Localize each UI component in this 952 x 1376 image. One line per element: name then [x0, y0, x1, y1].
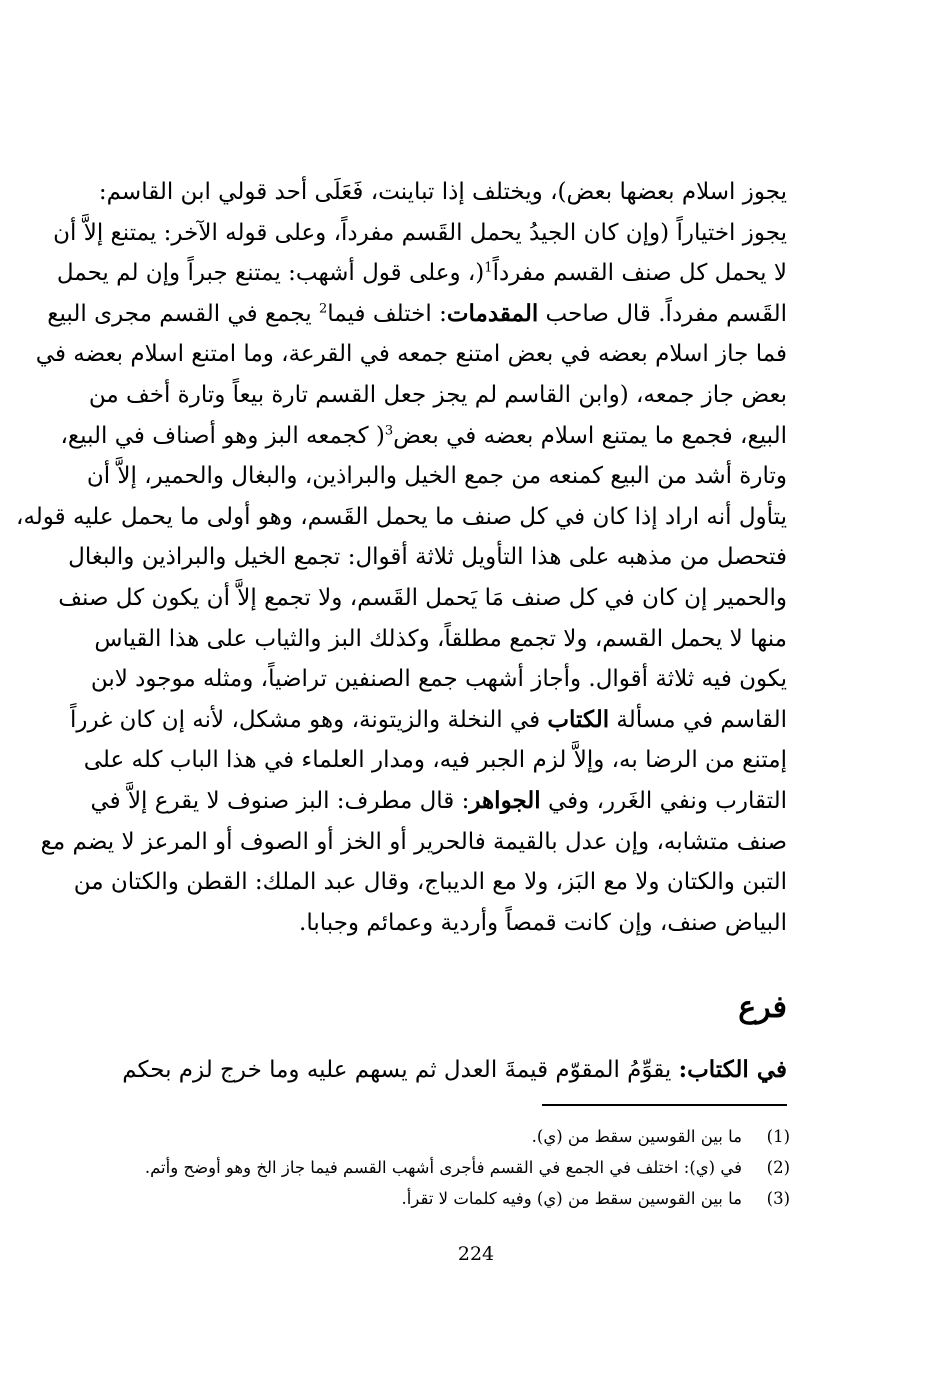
text-line: التبن والكتان ولا مع البَز، ولا مع الديباج، وقال عبد الملك: القطن والكتان من [73, 869, 787, 896]
book-title-jawahir: الجواهر [469, 786, 541, 814]
text-line: يتأول أنه اراد إذا كان في كل صنف ما يحمل القَسم، وهو أولى ما يحمل عليه قوله، [16, 503, 787, 530]
footnote-divider [542, 1104, 787, 1106]
text-line: يجوز اسلام بعضها بعض)، ويختلف إذا تباينت، فَعَلَى أحد قولي ابن القاسم: [98, 179, 787, 205]
section-heading: فرع [738, 990, 787, 1025]
footnotes [130, 1121, 790, 1214]
text-line: بعض جاز جمعه، (وابن القاسم لم يجز جعل القسم تارة بيعاً وتارة أخف من [88, 381, 787, 408]
main-paragraph [16, 172, 787, 943]
footnote-item [130, 1152, 790, 1183]
footnote-item [130, 1121, 790, 1152]
footnote-number: (1) [766, 1127, 790, 1146]
footnote-text: في (ي): اختلف في الجمع في القسم فأجرى أشهب القسم فيما جاز الخ وهو أوضح وأتم. [144, 1158, 742, 1177]
text-line: يكون فيه ثلاثة أقوال. وأجاز أشهب جمع الصنفين تراضياً، ومثله موجود لابن [90, 666, 787, 693]
text-line: التقارب ونفي الغَرر، وفي الجواهر: قال مطرف: البز صنوف لا يقرع إلاَّ في [90, 786, 787, 814]
text-line: يجوز اختياراً (وإن كان الجيدُ يحمل القَسم مفرداً، وعلى قوله الآخر: يمتنع إلاَّ أن [53, 219, 787, 246]
text-line: في الكتاب: يقوِّمُ المقوّم قيمةَ العدل ثم يسهم عليه وما خرج لزم بحكم [122, 1056, 787, 1083]
text-line: البياض صنف، وإن كانت قمصاً وأردية وعمائم وجبابا. [299, 909, 787, 936]
footnote-ref-1[interactable]: 1 [484, 260, 493, 276]
book-title-muqaddimat: المقدمات [446, 299, 539, 327]
footnote-number: (3) [766, 1189, 790, 1208]
book-title-kitab-lead: في الكتاب: [678, 1056, 787, 1083]
footnote-text: ما بين القوسين سقط من (ي) وفيه كلمات لا تقرأ. [401, 1189, 742, 1208]
second-paragraph [115, 1050, 787, 1091]
page-number: 224 [457, 1243, 495, 1265]
text-line: فما جاز اسلام بعضه في بعض امتنع جمعه في القرعة، وما امتنع اسلام بعضه في [35, 341, 787, 368]
footnote-ref-2[interactable]: 2 [318, 301, 328, 317]
text-line: فتحصل من مذهبه على هذا التأويل ثلاثة أقوال: تجمع الخيل والبراذين والبغال [68, 544, 787, 571]
footnote-ref-3[interactable]: 3 [384, 422, 394, 438]
footnote-text: ما بين القوسين سقط من (ي). [531, 1127, 742, 1146]
footnote-number: (2) [766, 1158, 790, 1177]
text-line: القاسم في مسألة الكتاب في النخلة والزيتونة، وهو مشكل، لأنه إن كان غرراً [70, 705, 787, 733]
text-line: صنف متشابه، وإن عدل بالقيمة فالحرير أو الخز أو الصوف أو المرعز لا يضم مع [40, 828, 787, 855]
text-line: منها لا يحمل القسم، ولا تجمع مطلقاً، وكذلك البز والثياب على هذا القياس [94, 625, 787, 652]
text-line: لا يحمل كل صنف القسم مفرداً$^1$(، وعلى قول أشهب: يمتنع جبراً وإن لم يحمل [56, 260, 787, 287]
text-line: وتارة أشد من البيع كمنعه من جمع الخيل والبراذين، والبغال والحمير، إلاَّ أن [86, 463, 787, 490]
book-title-kitab: الكتاب [547, 705, 610, 733]
text-line: إمتنع من الرضا به، وإلاَّ لزم الجبر فيه، ومدار العلماء في هذا الباب كله على [83, 747, 787, 774]
text-line: البيع، فجمع ما يمتنع اسلام بعضه في بعض$^3$( كجمعه البز وهو أصناف في البيع، [60, 422, 787, 449]
footnote-item [130, 1183, 790, 1214]
text-line: القَسم مفرداً. قال صاحب المقدمات: اختلف فيما$^2$ يجمع في القسم مجرى البيع [47, 299, 787, 327]
text-line: والحمير إن كان في كل صنف مَا يَحمل القَسم، ولا تجمع إلاَّ أن يكون كل صنف [58, 584, 787, 611]
